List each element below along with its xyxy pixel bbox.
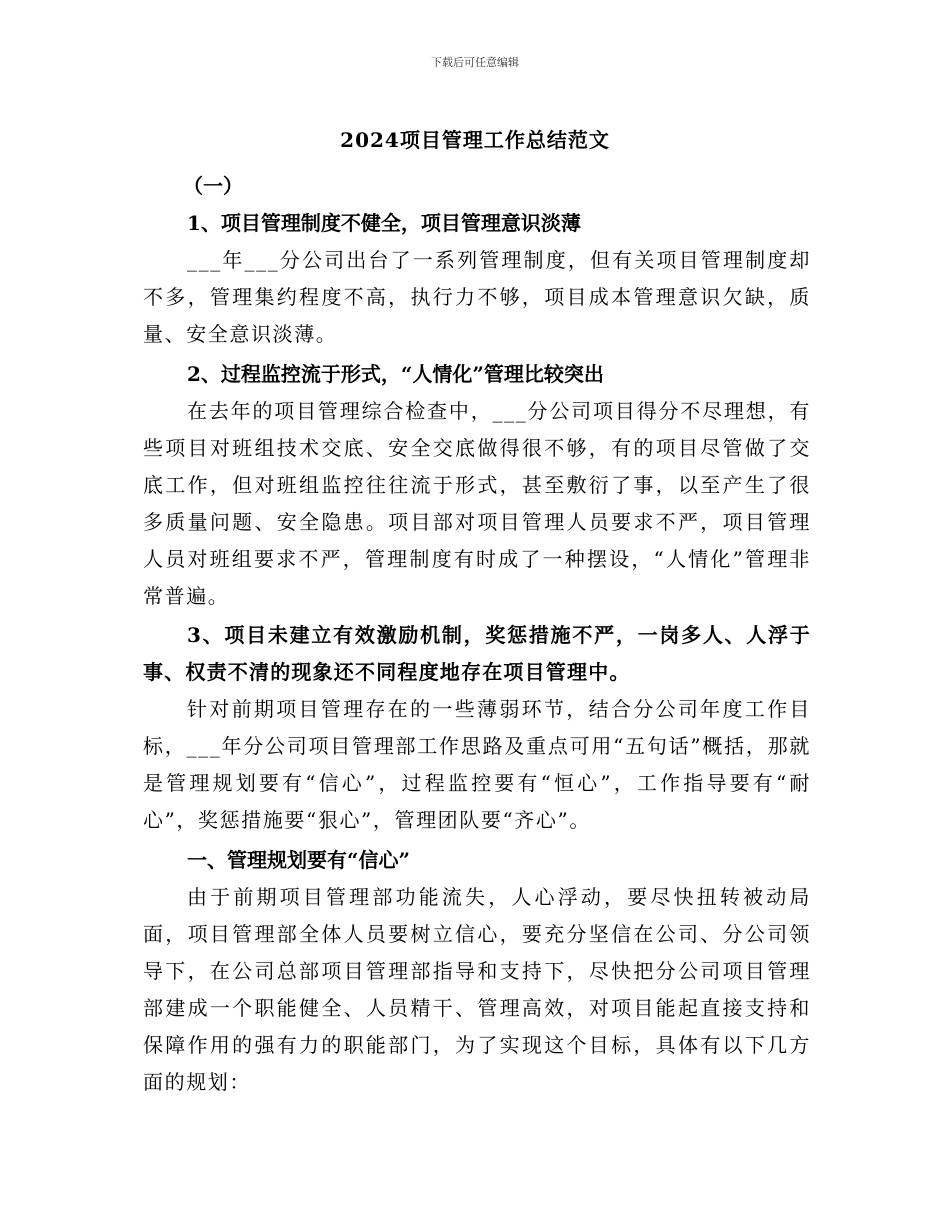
section-body-2: 在去年的项目管理综合检查中，___分公司项目得分不尽理想，有些项目对班组技术交底、安全交底做得很不够，有的项目尽管做了交底工作，但对班组监控往往流于形式，甚至敷衍了事，以至产生了很多质量问题、安全隐患。项目部对项目管理人员要求不严，项目管理人员对班组要求不严，管理制度有时成了一种摆设，“人情化”管理非常普遍。 [143,399,811,608]
section-body-4: 由于前期项目管理部功能流失，人心浮动，要尽快扭转被动局面，项目管理部全体人员要树立信心，要充分坚信在公司、分公司领导下，在公司总部项目管理部指导和支持下，尽快把分公司项目管理部建成一个职能健全、人员精干、管理高效，对项目能起直接支持和保障作用的强有力的职能部门，为了实现这个目标，具体有以下几方面的规划： [143,885,811,1094]
section-body-3: 针对前期项目管理存在的一些薄弱环节，结合分公司年度工作目标，___年分公司项目管理部工作思路及重点可用“五句话”概括，那就是管理规划要有“信心”，过程监控要有“恒心”，工作指导要有“耐心”，奖惩措施要“狠心”，管理团队要“齐心”。 [143,697,811,832]
section-heading-4: 一、管理规划要有“信心” [187,848,411,872]
document-title: 2024项目管理工作总结范文 [340,128,610,152]
document-body [143,168,811,1101]
section-body-1: ___年___分公司出台了一系列管理制度，但有关项目管理制度却不多，管理集约程度不高，执行力不够，项目成本管理意识欠缺，质量、安全意识淡薄。 [143,248,811,346]
section-heading-2: 2、过程监控流于形式，“人情化”管理比较突出 [187,362,604,386]
header-note: 下载后可任意编辑 [431,56,519,69]
section-heading-3: 3、项目未建立有效激励机制，奖惩措施不严，一岗多人、人浮于事、权责不清的现象还不同程度地存在项目管理中。 [143,623,811,684]
section-heading-1: 1、项目管理制度不健全，项目管理意识淡薄 [187,211,581,235]
part-label: （一） [183,174,243,198]
